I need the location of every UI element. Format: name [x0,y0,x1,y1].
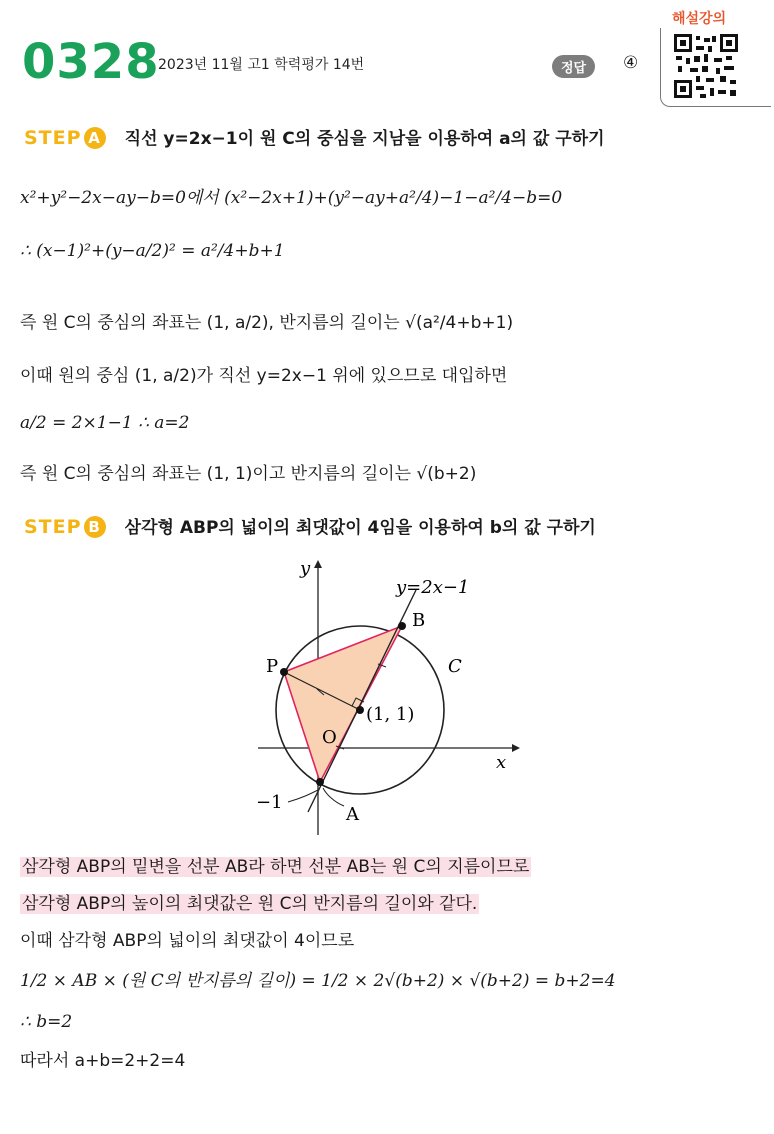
label-c: C [448,656,462,677]
step-a-line-3 [20,308,513,333]
label-center: (1, 1) [366,704,415,725]
qr-code-icon[interactable] [674,34,738,98]
center-radius-text: 즉 원 C의 중심의 좌표는 (1, a/2), 반지름의 길이는 √(a²/4+b+1) [20,313,514,333]
step-b-line-4 [20,966,616,991]
pointer-a [323,788,344,806]
circle-triangle-figure [240,550,540,840]
step-a-line-5 [20,413,190,433]
substitute-text: 이때 원의 중심 (1, a/2)가 직선 y=2x−1 위에 있으므로 대입하면 [20,366,508,386]
x-axis-label: x [496,752,507,773]
problem-number: 0328 [22,34,160,90]
max-area-text: 이때 삼각형 ABP의 넓이의 최댓값이 4이므로 [20,931,355,951]
step-a-line-2 [20,241,285,261]
expr-standard-form: ∴ (x−1)²+(y−a/2)² = a²/4+b+1 [20,241,285,261]
point-a [316,778,324,786]
b-solution: ∴ b=2 [20,1012,73,1032]
center-result-text: 즉 원 C의 중심의 좌표는 (1, 1)이고 반지름의 길이는 √(b+2) [20,464,477,484]
step-a-line-4 [20,361,507,386]
label-b: B [412,610,426,631]
center-point [356,706,364,714]
step-b-line-2 [20,889,479,914]
qr-label: 해설강의 [672,11,727,27]
x-axis-arrow-icon [512,744,520,752]
highlighted-diameter-text: 삼각형 ABP의 밑변을 선분 AB라 하면 선분 AB는 원 C의 지름이므로 [22,857,530,877]
answer-value: ④ [623,53,639,73]
point-p [280,668,288,676]
line-label: y=2x−1 [396,577,470,598]
step-b-badge: STEP B [24,516,106,538]
label-minus-one: −1 [256,792,283,813]
step-b-line-6 [20,1046,185,1071]
step-b-line-3 [20,926,354,951]
point-b [398,622,406,630]
area-equation: 1/2 × AB × (원 C의 반지름의 길이) = 1/2 × 2√(b+2) × √(b+2) = b+2=4 [20,971,616,991]
step-a-line-1 [20,183,562,208]
label-o: O [322,727,337,748]
y-axis-label: y [300,558,311,579]
label-a: A [346,804,359,825]
step-a-badge: STEP A [24,127,106,149]
step-b-line-1 [20,852,531,877]
highlighted-height-text: 삼각형 ABP의 높이의 최댓값은 원 C의 반지름의 길이와 같다. [22,894,478,914]
step-a-line-6 [20,459,476,484]
final-answer-text: 따라서 a+b=2+2=4 [20,1051,186,1071]
step-b-title: 삼각형 ABP의 넓이의 최댓값이 4임을 이용하여 b의 값 구하기 [124,518,596,538]
expr-expand: x²+y²−2x−ay−b=0에서 (x²−2x+1)+(y²−ay+a²/4)−1−a²/4−b=0 [20,188,563,208]
step-b-header [24,513,596,538]
y-axis-arrow-icon [314,560,322,568]
problem-source: 2023년 11월 고1 학력평가 14번 [158,57,365,73]
label-p: P [266,656,279,677]
answer-badge: 정답 [552,55,595,78]
step-a-header [24,124,605,149]
a-solution: a/2 = 2×1−1 ∴ a=2 [20,413,190,433]
step-a-title: 직선 y=2x−1이 원 C의 중심을 지남을 이용하여 a의 값 구하기 [124,129,605,149]
step-b-line-5 [20,1012,72,1032]
